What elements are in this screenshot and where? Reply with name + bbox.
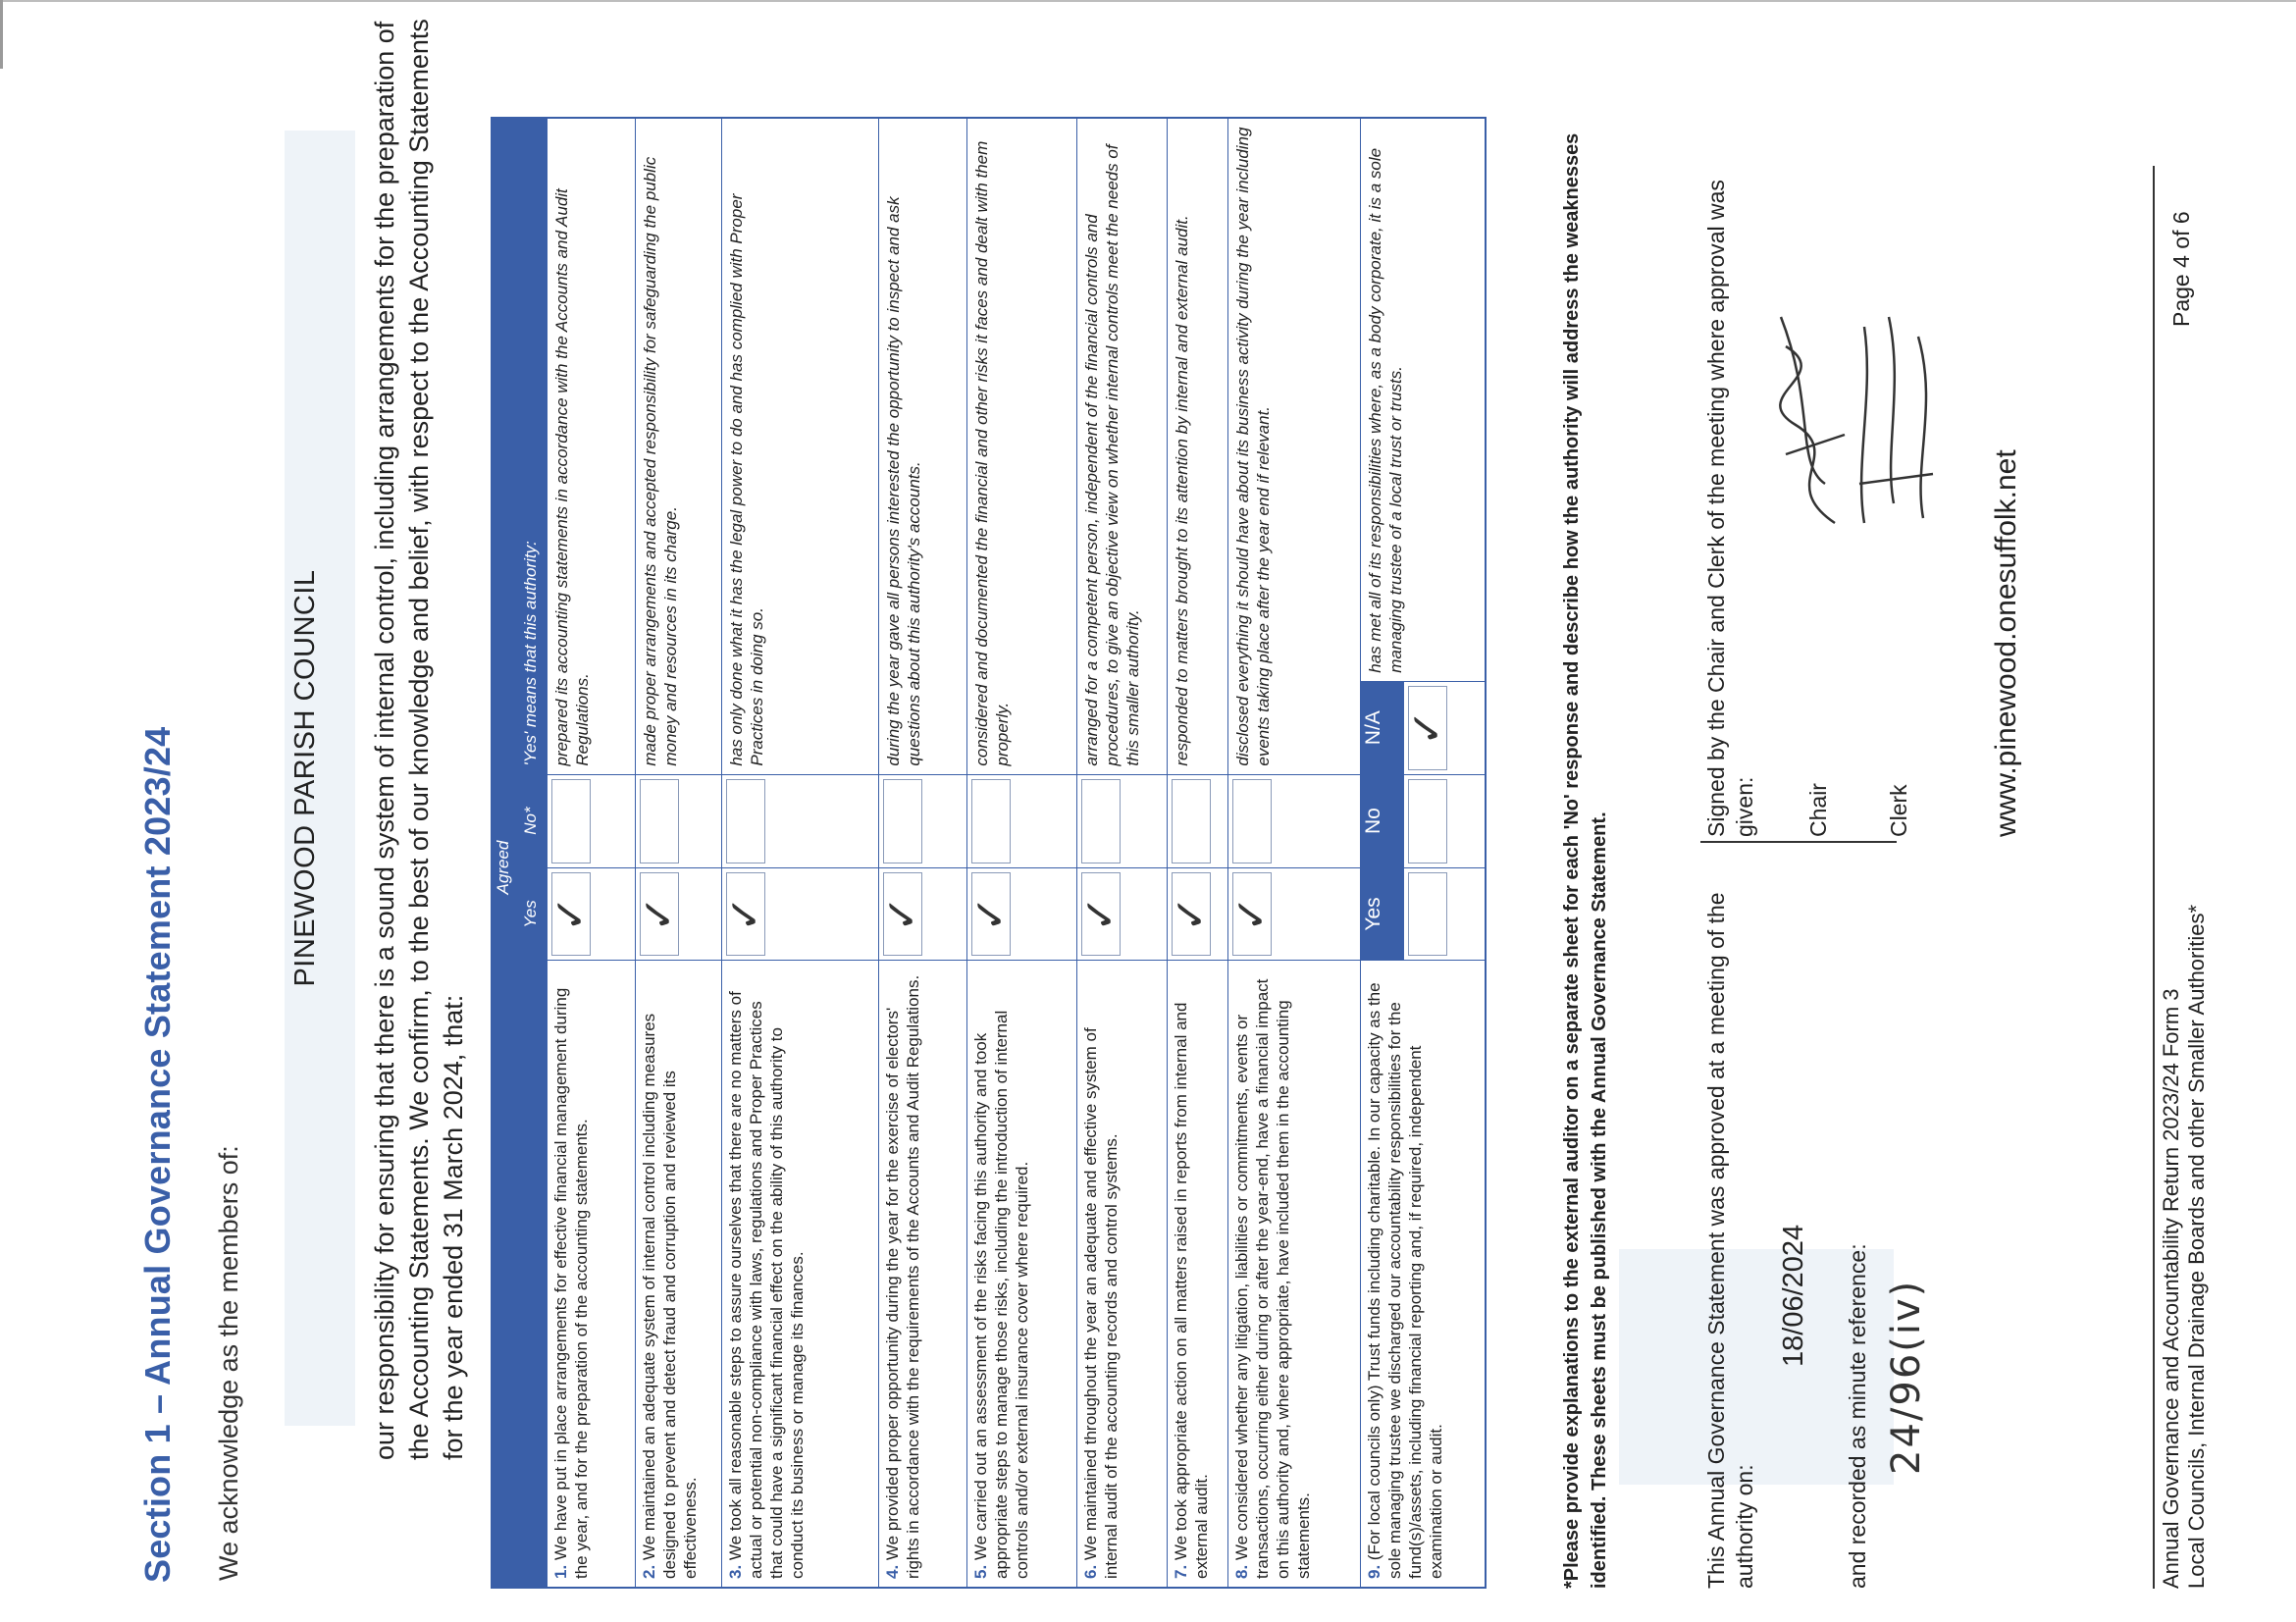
approval-date: 18/06/2024	[1778, 1224, 1809, 1367]
row9-no-label: No	[1360, 774, 1403, 867]
statement-text: We have put in place arrangements for effective financial management during the year, and for the preparation of the accounting statements.	[550, 987, 591, 1579]
meaning-text: disclosed everything it should have about its business activity during the year including events taking place after the year end if relevant.	[1227, 118, 1360, 774]
meaning-text: responded to matters brought to its attention by internal and external audit.	[1167, 118, 1227, 774]
row9-na-label: N/A	[1360, 681, 1403, 774]
statement-number: 3.	[725, 1564, 745, 1579]
clerk-signature	[1845, 288, 1943, 543]
tick-mark: ✓	[719, 896, 770, 932]
table-row	[721, 118, 878, 1588]
signed-text: Signed by the Chair and Clerk of the meeting where approval was given:	[1703, 180, 1757, 837]
tick-mark: ✓	[1165, 896, 1216, 932]
statement-text: We carried out an assessment of the risks facing this authority and took appropriate steps to manage those risks, including the introduction of internal controls and/or external insurance cover where required.	[970, 1010, 1031, 1579]
footer-line-2: Local Councils, Internal Drainage Boards and other Smaller Authorities*	[2184, 904, 2209, 1589]
table-row	[966, 118, 1076, 1588]
table-row	[1076, 118, 1167, 1588]
meaning-text: has met all of its responsibilities where, as a body corporate, it is a sole managing trustee of a local trust or trusts.	[1360, 118, 1486, 681]
intro-paragraph: our responsibility for ensuring that there is a sound system of internal control, including arrangements for the preparation of the Accounting Statements. We confirm, to the best of our knowledge and belief, with respect to the Accounting Statements for the year ended 31 March 2024, that:	[370, 19, 468, 1460]
table-row	[878, 118, 966, 1588]
no-box[interactable]	[635, 774, 721, 867]
statement-cell	[1227, 961, 1360, 1588]
statement-number: 5.	[970, 1564, 990, 1579]
statement-number: 9.	[1364, 1564, 1383, 1579]
website-url: www.pinewood.onesuffolk.net	[1990, 449, 2022, 837]
tick-mark: ✓	[633, 896, 684, 932]
row9-yes-box[interactable]	[1403, 867, 1486, 961]
row9-na-box[interactable]	[1403, 681, 1486, 774]
yes-header: Yes	[519, 867, 547, 961]
minute-label: and recorded as minute reference:	[1845, 1243, 1870, 1589]
scan-top-edge	[0, 0, 2296, 2]
statement-cell	[721, 961, 878, 1588]
statement-number: 6.	[1080, 1564, 1100, 1579]
statement-number: 1.	[550, 1564, 570, 1579]
footer-form-title	[2159, 905, 2210, 1589]
statement-number: 2.	[639, 1564, 658, 1579]
no-header: No*	[519, 774, 547, 867]
statement-cell	[635, 961, 721, 1588]
yes-box[interactable]	[547, 867, 635, 961]
yes-box[interactable]	[966, 867, 1076, 961]
agreed-header: Agreed	[492, 774, 519, 961]
footer-line-1: Annual Governance and Accountability Return 2023/24 Form 3	[2159, 988, 2183, 1589]
footer-rule	[2153, 166, 2155, 1589]
meaning-text: made proper arrangements and accepted responsibility for safeguarding the public money and resources in its charge.	[635, 118, 721, 774]
statement-text: We took all reasonable steps to assure ourselves that there are no matters of actual or potential non-compliance with laws, regulations and Proper Practices that could have a significant financial effect on the ability of this authority to conduct its business or manage its finances.	[725, 991, 807, 1579]
statement-cell	[1076, 961, 1167, 1588]
no-box[interactable]	[1167, 774, 1227, 867]
section-title: Section 1 – Annual Governance Statement 2023/24	[137, 726, 178, 1583]
council-name: PINEWOOD PARISH COUNCIL	[289, 569, 321, 987]
meaning-text: arranged for a competent person, independent of the financial controls and procedures, to give an objective view on whether internal controls meet the needs of this smaller authority.	[1076, 118, 1167, 774]
table-row	[635, 118, 721, 1588]
tick-mark: ✓	[1074, 896, 1125, 932]
statement-number: 7.	[1171, 1564, 1190, 1579]
chair-label: Chair	[1805, 783, 1831, 837]
statement-text: (For local councils only) Trust funds including charitable. In our capacity as the sole managing trustee we discharged our accountability responsibilities for the fund(s)/assets, including financial reporting and, if required, independent examination or audit.	[1364, 982, 1445, 1579]
footnote: *Please provide explanations to the external auditor on a separate sheet for each 'No' response and describe how the authority will address the weaknesses identified. These sheets must be published with the Annual Governance Statement.	[1561, 132, 1610, 1589]
yes-box[interactable]	[721, 867, 878, 961]
yes-box[interactable]	[635, 867, 721, 961]
divider	[1700, 841, 1897, 843]
approval-text: This Annual Governance Statement was approved at a meeting of the authority on:	[1703, 892, 1757, 1589]
statement-cell	[1167, 961, 1227, 1588]
chair-signature	[1766, 288, 1854, 543]
page-number: Page 4 of 6	[2168, 211, 2194, 327]
yes-box[interactable]	[1076, 867, 1167, 961]
statement-text: We maintained an adequate system of internal control including measures designed to prevent and detect fraud and corruption and reviewed its effectiveness.	[639, 1013, 700, 1579]
row9-no-box[interactable]	[1403, 774, 1486, 867]
meaning-text: has only done what it has the legal power to do and has complied with Proper Practices in doing so.	[721, 118, 878, 774]
table-row	[547, 118, 635, 1588]
no-box[interactable]	[878, 774, 966, 867]
tick-mark: ✓	[545, 896, 596, 932]
governance-statement-page	[0, 19, 2209, 1622]
statement-header	[492, 961, 547, 1588]
table-row	[1227, 118, 1360, 1588]
table-row-9-header	[1360, 118, 1403, 1588]
statement-text: We maintained throughout the year an adequate and effective system of internal audit of the accounting records and control systems.	[1080, 1027, 1121, 1579]
yes-box[interactable]	[878, 867, 966, 961]
meaning-text: during the year gave all persons interested the opportunity to inspect and ask questions about this authority's accounts.	[878, 118, 966, 774]
no-box[interactable]	[547, 774, 635, 867]
yes-box[interactable]	[1227, 867, 1360, 961]
meaning-text: considered and documented the financial and other risks it faces and dealt with them properly.	[966, 118, 1076, 774]
statement-text: We took appropriate action on all matters raised in reports from internal and external audit.	[1171, 1002, 1211, 1579]
no-box[interactable]	[966, 774, 1076, 867]
governance-table	[491, 117, 1487, 1589]
statement-text: We provided proper opportunity during the year for the exercise of electors' rights in accordance with the requirements of the Accounts and Audit Regulations.	[882, 974, 922, 1579]
row9-yes-label: Yes	[1360, 867, 1403, 961]
minute-reference: 24/96(iv)	[1884, 1279, 1929, 1475]
statement-number: 8.	[1231, 1564, 1251, 1579]
tick-mark: ✓	[876, 896, 927, 932]
acknowledge-text: We acknowledge as the members of:	[214, 1145, 243, 1581]
tick-mark: ✓	[1401, 709, 1452, 747]
clerk-label: Clerk	[1886, 784, 1911, 837]
statement-text: We considered whether any litigation, liabilities or commitments, events or transactions, occurring either during or after the year-end, have a financial impact on this authority and, where appropriate, have included them in the accounting statements.	[1231, 978, 1313, 1579]
tick-mark: ✓	[1226, 896, 1277, 932]
statement-cell	[1360, 961, 1486, 1588]
statement-cell	[547, 961, 635, 1588]
no-box[interactable]	[1076, 774, 1167, 867]
statement-cell	[966, 961, 1076, 1588]
no-box[interactable]	[721, 774, 878, 867]
statement-cell	[878, 961, 966, 1588]
no-box[interactable]	[1227, 774, 1360, 867]
meaning-text: prepared its accounting statements in accordance with the Accounts and Audit Regulations.	[547, 118, 635, 774]
table-row	[1167, 118, 1227, 1588]
yes-box[interactable]	[1167, 867, 1227, 961]
meaning-header: 'Yes' means that this authority:	[492, 118, 547, 774]
statement-number: 4.	[882, 1564, 902, 1579]
tick-mark: ✓	[965, 896, 1016, 932]
